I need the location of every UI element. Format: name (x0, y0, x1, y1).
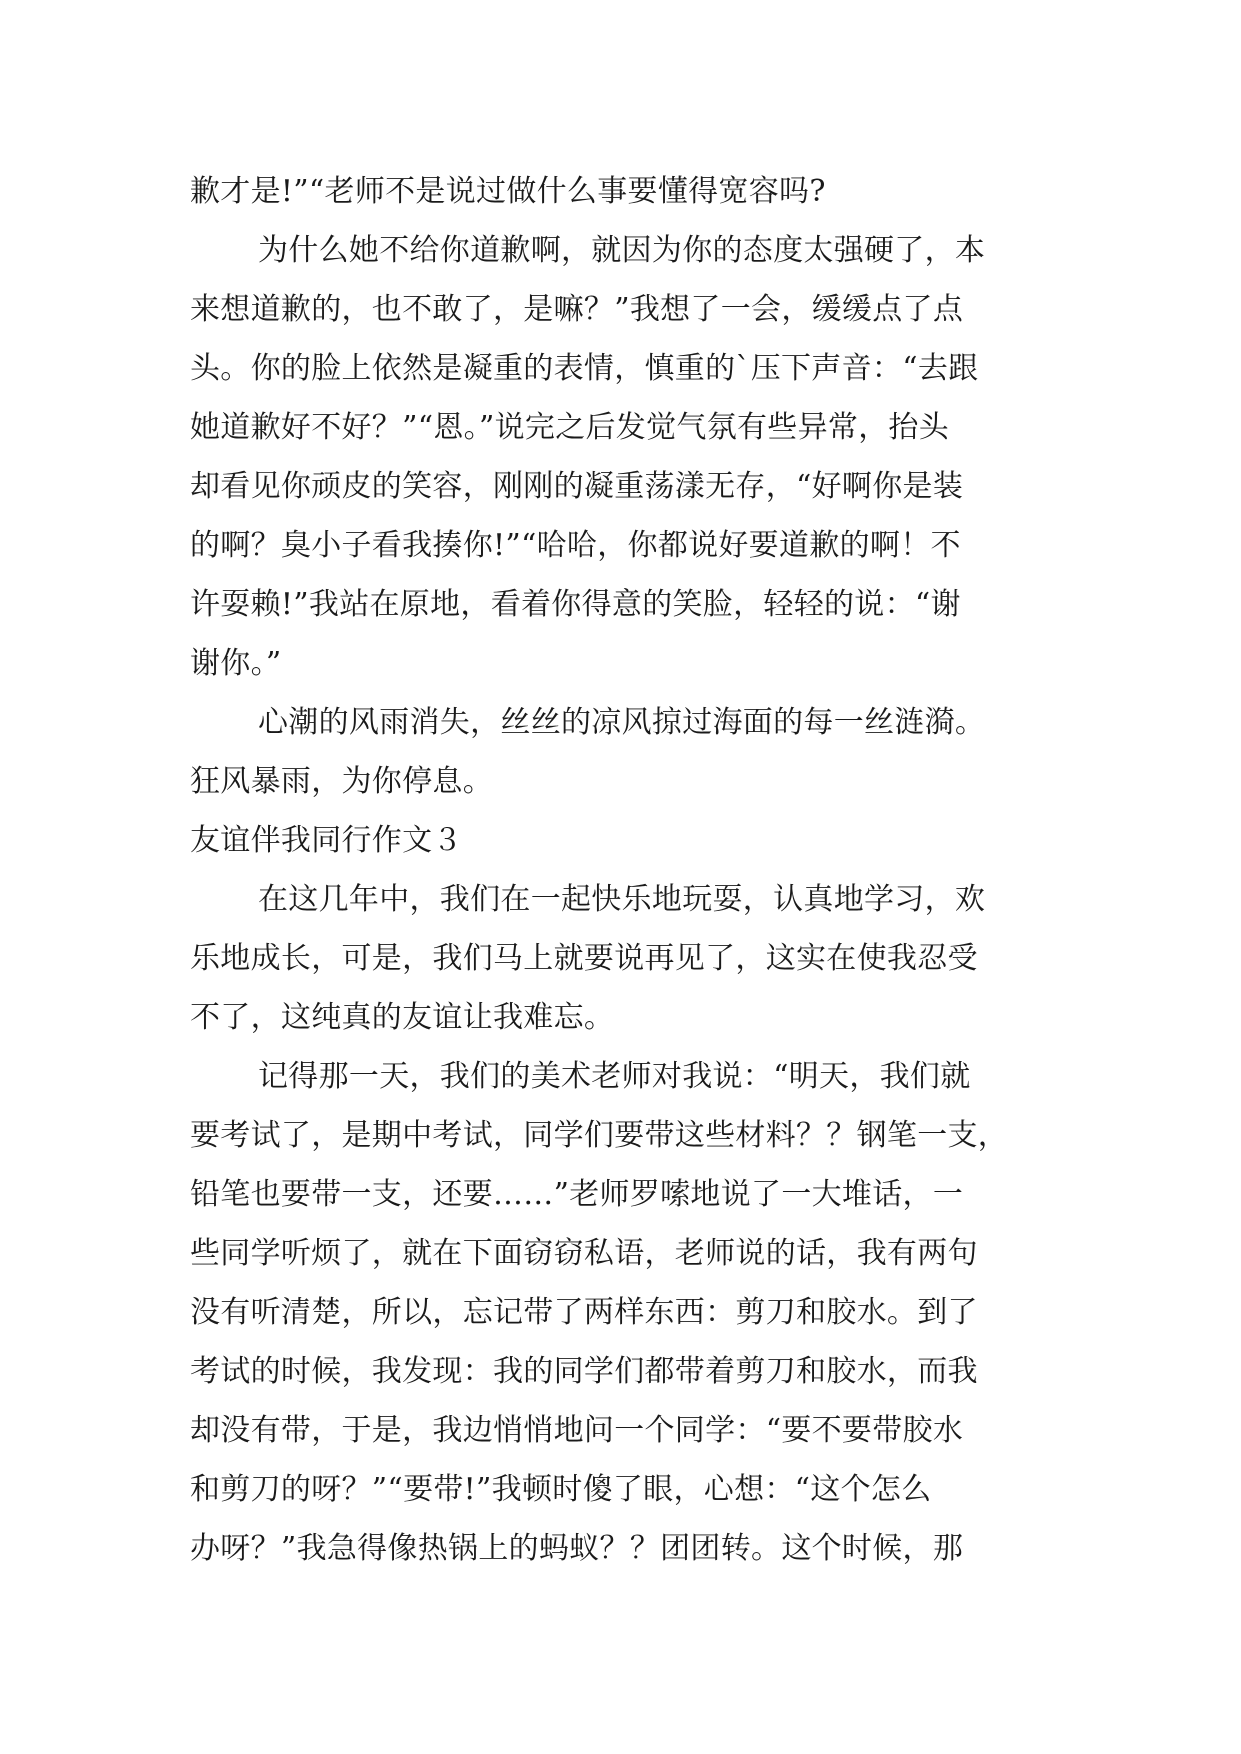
text-line: 铅笔也要带一支，还要……”老师罗嗦地说了一大堆话，一 (190, 1177, 964, 1212)
section-heading: 友谊伴我同行作文３ (190, 823, 463, 858)
text-line: 没有听清楚，所以，忘记带了两样东西：剪刀和胶水。到了 (190, 1295, 978, 1330)
text-line: 狂风暴雨，为你停息。 (190, 764, 493, 799)
text-line: 谢你。” (190, 646, 282, 681)
text-line: 她道歉好不好？”“恩。”说完之后发觉气氛有些异常，抬头 (190, 410, 950, 445)
text-line: 不了，这纯真的友谊让我难忘。 (190, 1000, 615, 1035)
text-line: 许耍赖!”我站在原地，看着你得意的笑脸，轻轻的说：“谢 (190, 587, 961, 622)
text-line: 来想道歉的，也不敢了，是嘛？”我想了一会，缓缓点了点 (190, 292, 964, 327)
text-line: 却看见你顽皮的笑容，刚刚的凝重荡漾无存，“好啊你是装 (190, 469, 964, 504)
text-line: 为什么她不给你道歉啊，就因为你的态度太强硬了，本 (258, 233, 986, 268)
text-line: 的啊？臭小子看我揍你!”“哈哈，你都说好要道歉的啊！不 (190, 528, 961, 563)
text-line: 心潮的风雨消失，丝丝的凉风掠过海面的每一丝涟漪。 (258, 705, 986, 740)
text-line: 在这几年中，我们在一起快乐地玩耍，认真地学习，欢 (258, 882, 986, 917)
text-line: 办呀？”我急得像热锅上的蚂蚁？？团团转。这个时候，那 (190, 1531, 964, 1566)
text-line: 头。你的脸上依然是凝重的表情，慎重的`压下声音：“去跟 (190, 351, 979, 386)
text-line: 和剪刀的呀？”“要带!”我顿时傻了眼，心想：“这个怎么 (190, 1472, 932, 1507)
document-body (190, 162, 1060, 1578)
text-line: 些同学听烦了，就在下面窃窃私语，老师说的话，我有两句 (190, 1236, 978, 1271)
text-line: 歉才是!”“老师不是说过做什么事要懂得宽容吗? (190, 174, 826, 209)
text-line: 记得那一天，我们的美术老师对我说：“明天，我们就 (258, 1059, 971, 1094)
text-line: 要考试了，是期中考试，同学们要带这些材料？？钢笔一支， (190, 1118, 1009, 1153)
text-line: 却没有带，于是，我边悄悄地问一个同学：“要不要带胶水 (190, 1413, 964, 1448)
text-line: 乐地成长，可是，我们马上就要说再见了，这实在使我忍受 (190, 941, 978, 976)
text-line: 考试的时候，我发现：我的同学们都带着剪刀和胶水，而我 (190, 1354, 978, 1389)
